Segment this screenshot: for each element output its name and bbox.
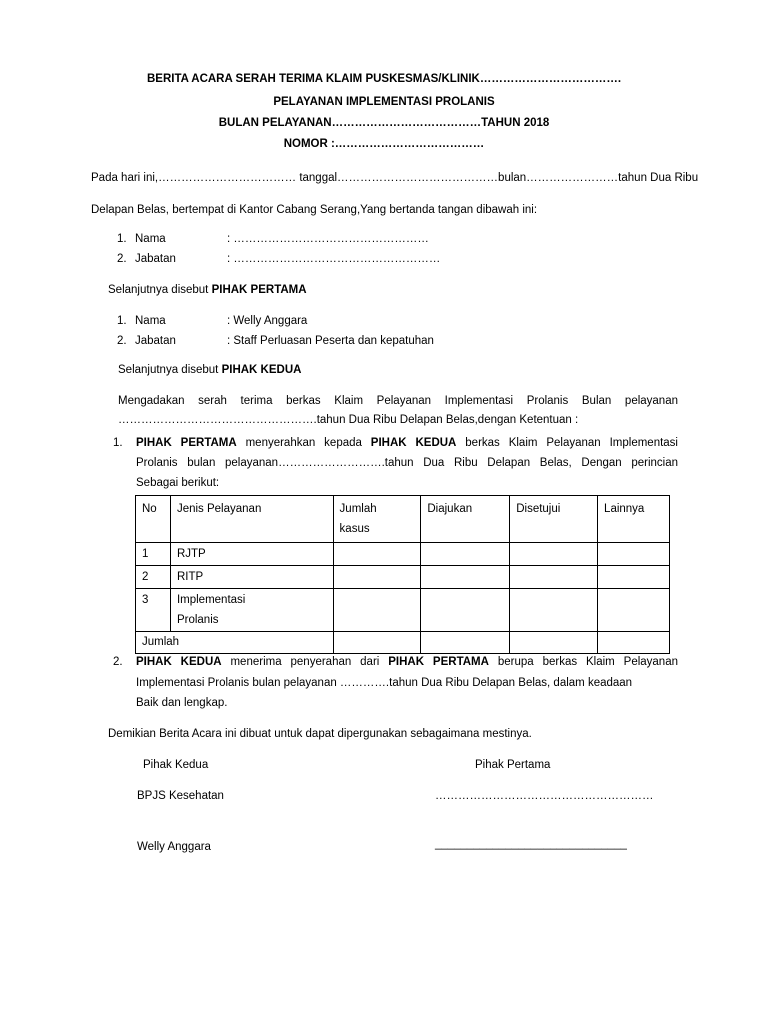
point1-bold-2: PIHAK KEDUA xyxy=(370,437,457,449)
cell-empty xyxy=(510,632,598,654)
cell-empty xyxy=(421,543,510,566)
field-value: : …………………………………………… xyxy=(227,233,429,245)
signature-left-title: Pihak Kedua xyxy=(143,759,209,771)
point2-line-3: Baik dan lengkap. xyxy=(136,697,228,709)
col-header-jenis: Jenis Pelayanan xyxy=(170,496,333,543)
party1-designation xyxy=(108,284,307,296)
col-header-no: No xyxy=(136,496,171,543)
field-label: Jabatan xyxy=(135,253,176,265)
cell-empty xyxy=(598,566,670,589)
point2-text-2: berupa berkas Klaim Pelayanan xyxy=(488,656,678,668)
point2-bold-1: PIHAK KEDUA xyxy=(136,656,222,668)
point1-text-1: menyerahkan kepada xyxy=(236,437,371,449)
cell-empty xyxy=(510,566,598,589)
cell-empty xyxy=(598,589,670,632)
cell-jenis-line-2: Prolanis xyxy=(176,614,219,626)
designation-name: PIHAK PERTAMA xyxy=(211,284,307,296)
signature-right-name: ______________________________ xyxy=(435,838,627,850)
table-row xyxy=(136,589,670,632)
list-number: 1. xyxy=(117,233,127,245)
party2-designation xyxy=(118,364,301,376)
col-header-disetujui: Disetujui xyxy=(510,496,598,543)
point2-line-2: Implementasi Prolanis bulan pelayanan ………….tahun Dua Ribu Delapan Belas, dalam keadaan xyxy=(136,677,633,689)
signature-right-title: Pihak Pertama xyxy=(475,759,551,771)
handover-line-2: …………………………………………….tahun Dua Ribu Delapan Belas,dengan Ketentuan : xyxy=(118,414,579,426)
cell-empty xyxy=(421,589,510,632)
cell-empty xyxy=(333,566,421,589)
intro-line-2: Delapan Belas, bertempat di Kantor Cabang Serang,Yang bertanda tangan dibawah ini: xyxy=(91,204,538,216)
handover-line-1: Mengadakan serah terima berkas Klaim Pelayanan Implementasi Prolanis Bulan pelayanan xyxy=(118,395,678,407)
cell-empty xyxy=(421,566,510,589)
cell-empty xyxy=(333,543,421,566)
designation-prefix: Selanjutnya disebut xyxy=(118,364,222,376)
cell-no: 1 xyxy=(136,543,171,566)
field-label: Jabatan xyxy=(135,335,176,347)
point1-line-2: Prolanis bulan pelayanan……………………….tahun Dua Ribu Delapan Belas, Dengan perincian xyxy=(136,457,678,469)
cell-empty xyxy=(598,543,670,566)
cell-empty xyxy=(510,543,598,566)
point2-bold-2: PIHAK PERTAMA xyxy=(388,656,489,668)
signature-left-org: BPJS Kesehatan xyxy=(137,790,224,802)
col-header-jumlah-line-1: Jumlah xyxy=(339,503,377,515)
cell-total-label: Jumlah xyxy=(136,632,334,654)
table-row xyxy=(136,543,670,566)
title-line-3: BULAN PELAYANAN…………………………………TAHUN 2018 xyxy=(218,117,550,129)
cell-empty xyxy=(510,589,598,632)
point1-line-3: Sebagai berikut: xyxy=(136,477,220,489)
col-header-diajukan: Diajukan xyxy=(421,496,510,543)
signature-left-name: Welly Anggara xyxy=(137,841,211,853)
point1-bold-1: PIHAK PERTAMA xyxy=(136,437,237,449)
point2-number: 2. xyxy=(113,656,123,668)
title-line-4: NOMOR :………………………………… xyxy=(283,138,485,150)
col-header-lainnya: Lainnya xyxy=(598,496,670,543)
list-number: 2. xyxy=(117,253,127,265)
cell-no: 2 xyxy=(136,566,171,589)
cell-jenis: RITP xyxy=(170,566,333,589)
table-total-row xyxy=(136,632,670,654)
cell-jenis xyxy=(170,589,333,632)
col-header-jumlah-line-2: kasus xyxy=(339,523,370,535)
list-number: 1. xyxy=(117,315,127,327)
field-value: : Staff Perluasan Peserta dan kepatuhan xyxy=(227,335,434,347)
intro-line-1: Pada hari ini,……………………………… tanggal……………………………………bulan……………………tahun Dua Ribu xyxy=(91,172,699,184)
point2-text-1: menerima penyerahan dari xyxy=(221,656,389,668)
cell-empty xyxy=(598,632,670,654)
cell-empty xyxy=(421,632,510,654)
designation-prefix: Selanjutnya disebut xyxy=(108,284,212,296)
title-line-1: BERITA ACARA SERAH TERIMA KLAIM PUSKESMAS/KLINIK………………………………. xyxy=(146,73,622,85)
col-header-jumlah-kasus xyxy=(333,496,421,543)
cell-empty xyxy=(333,589,421,632)
field-value: : Welly Anggara xyxy=(227,315,308,327)
point1-number: 1. xyxy=(113,437,123,449)
list-number: 2. xyxy=(117,335,127,347)
point2-line-1 xyxy=(136,656,678,668)
cell-jenis-line-1: Implementasi xyxy=(176,594,246,606)
point1-text-2: berkas Klaim Pelayanan Implementasi xyxy=(456,437,678,449)
cell-empty xyxy=(333,632,421,654)
table-header-row xyxy=(136,496,670,543)
table-row xyxy=(136,566,670,589)
field-label: Nama xyxy=(135,233,166,245)
designation-name: PIHAK KEDUA xyxy=(221,364,302,376)
closing-statement: Demikian Berita Acara ini dibuat untuk dapat dipergunakan sebagaimana mestinya. xyxy=(108,728,532,740)
point1-line-1 xyxy=(136,437,678,449)
field-label: Nama xyxy=(135,315,166,327)
cell-jenis: RJTP xyxy=(170,543,333,566)
cell-no: 3 xyxy=(136,589,171,632)
signature-right-org: ………………………………………………… xyxy=(435,790,654,802)
title-line-2: PELAYANAN IMPLEMENTASI PROLANIS xyxy=(273,96,495,108)
service-table xyxy=(135,495,670,654)
field-value: : ……………………………………………… xyxy=(227,253,441,265)
